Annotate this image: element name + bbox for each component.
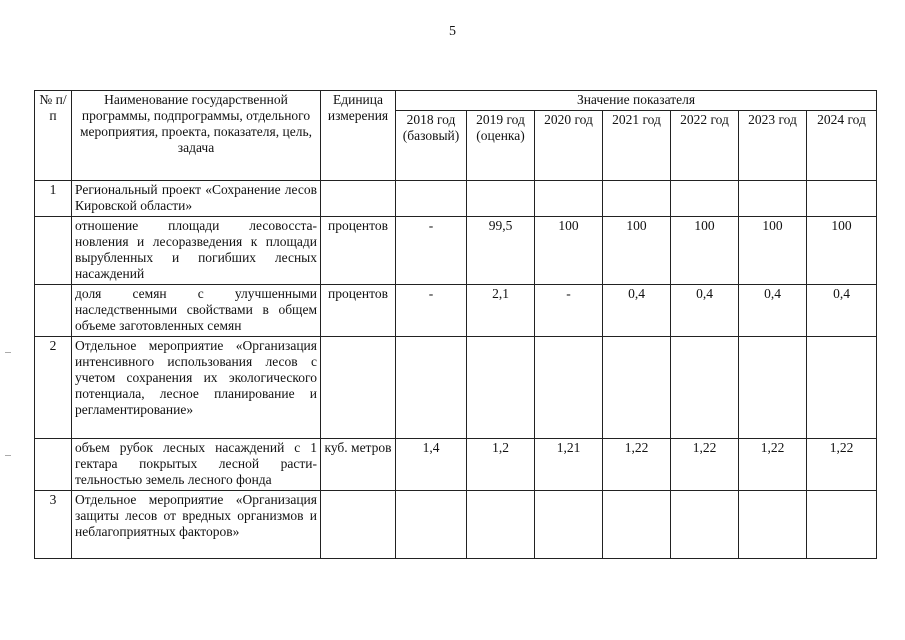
row-unit — [321, 491, 396, 559]
header-unit: Единица измерения — [321, 91, 396, 181]
row-value: - — [396, 217, 467, 285]
row-value — [807, 491, 877, 559]
row-num: 3 — [35, 491, 72, 559]
row-value: - — [396, 285, 467, 337]
row-value — [739, 337, 807, 439]
indicator-table — [34, 90, 877, 559]
table-row — [35, 181, 877, 217]
row-name: Региональный проект «Сохранение лесов Кировской области» — [72, 181, 321, 217]
row-value — [671, 337, 739, 439]
row-unit — [321, 181, 396, 217]
table-row — [35, 217, 877, 285]
header-year: 2018 год (базовый) — [396, 111, 467, 181]
row-value — [396, 181, 467, 217]
row-name: доля семян с улучшенными наследственными свойствами в общем объеме заготовленных семян — [72, 285, 321, 337]
margin-mark — [5, 352, 11, 353]
row-value: 1,22 — [603, 439, 671, 491]
row-value — [671, 491, 739, 559]
row-name: Отдельное мероприятие «Организация защиты лесов от вредных организмов и неблагоприятных факторов» — [72, 491, 321, 559]
row-name: объем рубок лесных насаждений с 1 гектара покрытых лесной расти-тельностью земель лесного фонда — [72, 439, 321, 491]
row-value: 100 — [603, 217, 671, 285]
row-value: 1,4 — [396, 439, 467, 491]
row-value — [671, 181, 739, 217]
row-value: 0,4 — [603, 285, 671, 337]
header-name: Наименование государственной программы, подпрограммы, отдельного мероприятия, проекта, показателя, цель, задача — [72, 91, 321, 181]
row-num — [35, 285, 72, 337]
row-value: 100 — [671, 217, 739, 285]
row-value: - — [535, 285, 603, 337]
row-value: 100 — [739, 217, 807, 285]
row-unit: процентов — [321, 285, 396, 337]
row-value — [467, 181, 535, 217]
header-num: № п/п — [35, 91, 72, 181]
row-value: 1,2 — [467, 439, 535, 491]
header-value-group: Значение показателя — [396, 91, 877, 111]
row-num: 1 — [35, 181, 72, 217]
table-row — [35, 491, 877, 559]
row-value: 100 — [535, 217, 603, 285]
table-row — [35, 337, 877, 439]
row-value: 100 — [807, 217, 877, 285]
row-value: 1,22 — [739, 439, 807, 491]
row-value: 0,4 — [671, 285, 739, 337]
header-year: 2020 год — [535, 111, 603, 181]
row-value — [603, 491, 671, 559]
row-num: 2 — [35, 337, 72, 439]
row-name: Отдельное мероприятие «Организация интенсивного использования лесов с учетом сохранения их экологического потенциала, лесное планирование и регламентирование» — [72, 337, 321, 439]
table-row — [35, 439, 877, 491]
row-name: отношение площади лесовосста-новления и лесоразведения к площади вырубленных и погибших лесных насаждений — [72, 217, 321, 285]
row-value: 0,4 — [739, 285, 807, 337]
row-unit: процентов — [321, 217, 396, 285]
row-value — [396, 491, 467, 559]
row-value — [396, 337, 467, 439]
row-value: 1,21 — [535, 439, 603, 491]
row-value: 2,1 — [467, 285, 535, 337]
row-value — [535, 181, 603, 217]
row-value — [603, 337, 671, 439]
row-value: 1,22 — [671, 439, 739, 491]
header-year: 2024 год — [807, 111, 877, 181]
page-number: 5 — [449, 24, 456, 39]
row-unit — [321, 337, 396, 439]
row-value — [807, 181, 877, 217]
header-year: 2022 год — [671, 111, 739, 181]
row-value — [739, 491, 807, 559]
row-num — [35, 439, 72, 491]
row-value — [807, 337, 877, 439]
row-value: 0,4 — [807, 285, 877, 337]
row-value — [535, 491, 603, 559]
row-value — [535, 337, 603, 439]
row-unit: куб. метров — [321, 439, 396, 491]
header-year: 2019 год (оценка) — [467, 111, 535, 181]
row-value — [739, 181, 807, 217]
row-value — [467, 337, 535, 439]
row-num — [35, 217, 72, 285]
row-value — [603, 181, 671, 217]
table-row — [35, 285, 877, 337]
row-value — [467, 491, 535, 559]
header-year: 2023 год — [739, 111, 807, 181]
header-year: 2021 год — [603, 111, 671, 181]
row-value: 99,5 — [467, 217, 535, 285]
row-value: 1,22 — [807, 439, 877, 491]
margin-mark — [5, 455, 11, 456]
